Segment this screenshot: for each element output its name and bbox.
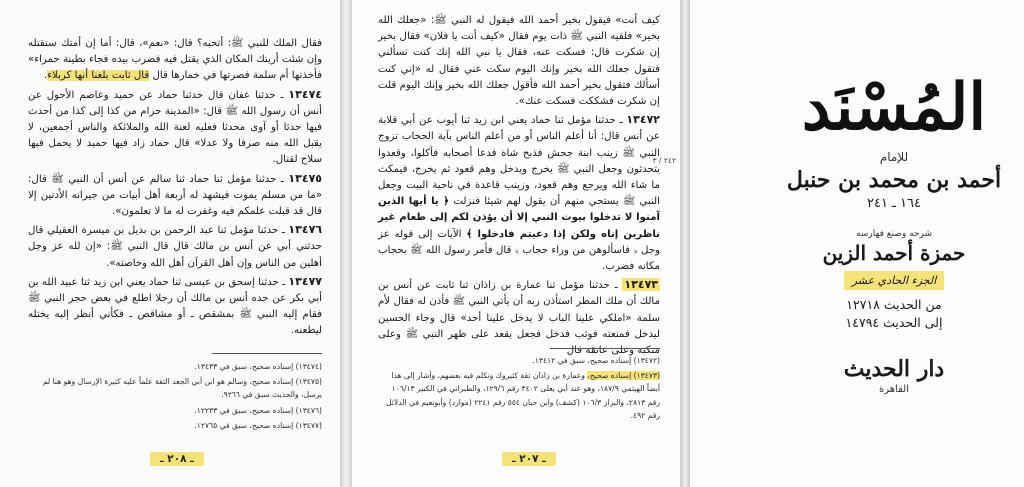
highlighted-text: (١٣٤٧٣) إسناده صحيح، (587, 371, 660, 381)
footnotes (40, 360, 322, 434)
range-from: من الحديث ١٢٧١٨ (846, 297, 942, 312)
book-title: المُسْنَد (801, 70, 987, 145)
page-208 (0, 0, 340, 487)
quran-verse: ﴿ يا أيها الذين آمنوا لا تدخلوا بيوت النبي إلا أن يؤذن لكم إلى طعام غير ناظرين إناه ولكن إذا دعيتم فادخلوا ﴾ (378, 196, 661, 240)
hadith-paragraph: ١٣٤٧٤ ـ حدثنا عفان قال حدثنا حماد عن حميد وعاصم الأحول عن أنس أن رسول الله ﷺ قال: «المدينة حرام من كذا إلى كذا من أحدث فيها حدثا أو آوى محدثا فعليه لعنة الله والملائكة والناس أجمعين، لا يقبل الله منه صرفا ولا عدلا» قال حماد زاد فيها حميد لا يحمل فيها سلاح لقتال. (28, 87, 322, 166)
author-lead: للإمام (879, 150, 909, 164)
footnote: (١٣٤٧٢) إسناده صحيح، سبق في ١٣٤١٢. (532, 356, 660, 365)
hadith-number-highlighted: ١٣٤٧٣ (624, 278, 658, 292)
editor-label: شرحه وصنع فهارسه (855, 229, 933, 239)
hadith-paragraph: ١٣٤٧٢ ـ حدثنا مؤمل ثنا حماد يعني ابن زيد ثنا أيوب عن أبي قلابة عن أنس قال: أنا أعلم الناس أو من أعلم الناس بآية الحجاب تزوج النبي ﷺ زينب ابنة جحش فذبح شاة فدعا أصحابه فأكلوا، وقعدوا يتحدثون وجعل النبي ﷺ يخرج ويدخل وهم قعود ثم يخرج، فيمكث ما شاء الله ويرجع وهم قعود، وزينب قاعدة في ناحية البيت وجعل النبي ﷺ يستحي منهم أن يقول لهم شيئا فنزلت ﴿ يا أيها الذين آمنوا لا تدخلوا بيوت النبي إلا أن يؤذن لكم إلى طعام غير ناظرين إناه ولكن إذا دعيتم فادخلوا ﴾ الآيات إلى قوله عز وجل ﴿ فاسألوهن من وراء حجاب ﴾ قال فأمر رسول الله ﷺ بحجاب مكانه فضرب. (378, 113, 661, 273)
hadith-range (784, 296, 1004, 332)
hadith-paragraph: ١٣٤٧٦ ـ حدثنا مؤمل ثنا عبد الرحمن بن بديل بن ميسرة العقيلي قال حدثني أبي عن أنس بن مالك قال قال النبي ﷺ: «إن لله عز وجل أهلين من الناس وإن أهل القرآن أهل الله وخاصته». (28, 223, 322, 269)
volume-label: الجزء الحادي عشر (844, 271, 945, 290)
hadith-number: ١٣٤٧٧ (288, 274, 322, 288)
footnote: (١٣٤٧٣) إسناده صحيح، وعمارة بن زاذان ثقة كثيروك وتكلم فيه بعضهم، وأشار إلى هذا أيضاً الهيثمي ١٨٧/٩، وهو عند أبي يعلى ٣٤٠٢ رقم ١٢٩/٦، والطبراني في الكبير ١٠٦/١٣ رقم ٢٨١٣، والبزار ١٠٦/٣ (كشف) وابن حبان ٥٥٤ رقم ٢٢٤١ (موارد) وأبونعيم في الدلائل رقم ٤٩٢. (386, 371, 660, 420)
footnote: (١٣٤٧٥) إسناده صحيح، وسالم هو ابن أبي الجعد الثقة علماً عليه كثيرة الإرسال وهو هنا لم يرسل، والحديث سبق في ٩٢٦٦. (42, 377, 322, 400)
footnote: (١٣٤٧٤) إسناده صحيح، سبق في ١٣٤٣٣. (194, 362, 322, 371)
hadith-paragraph: ١٣٤٧٧ ـ حدثنا إسحق بن عيسى ثنا حماد يعني ابن زيد ثنا عبيد الله بن أبي بكر عن جده أنس بن مالك أن رجلا اطلع في بعض حجر النبي ﷺ فقام إليه النبي ﷺ بمشقص ـ أو مشاقص ـ فكأني أنظر إليه يختله ليطعنه. (28, 274, 322, 337)
hadith-number: ١٣٤٧٦ (288, 223, 322, 237)
page-208-text (28, 36, 322, 342)
range-to: إلى الحديث ١٤٧٩٤ (845, 315, 943, 330)
footnote: (١٣٤٧٧) إسناده صحيح، سبق في ١٢٧٦٥. (194, 420, 322, 430)
hadith-paragraph: كيف أنت» فيقول بخير أحمد الله فيقول له النبي ﷺ: «جعلك الله بخير» فلقيه النبي ﷺ ذات يوم فقال «كيف أنت يا فلان» فقال بخير إن شكرت قال: فسكت عنه، فقال يا نبي الله إنك كنت تسألني فتقول جعلك الله بخير وإنك اليوم سكت عني فقال له «إني كنت أسألك فتقول بخير أحمد الله فأقول جعلك الله بخير وإنك اليوم قلت إن شكرت فشككت فسكت عنك». (378, 15, 660, 108)
author-name: أحمد بن محمد بن حنبل (786, 167, 1002, 193)
margin-reference: ٢٤٢ / ٣ (652, 156, 676, 165)
page-207-text (378, 13, 660, 361)
page-number: ـ ٢٠٧ ـ (502, 452, 556, 466)
book-gutter (680, 0, 690, 487)
editor-name: حمزة أحمد الزين (822, 241, 966, 265)
footnote-rule (212, 353, 322, 354)
publisher-city: القاهرة (879, 384, 909, 395)
title-block (784, 70, 1004, 395)
page-207 (352, 0, 680, 487)
author-years: ١٦٤ ـ ٢٤١ (867, 196, 921, 211)
footnote: (١٣٤٧٦) إسناده صحيح، سبق في ١٢٢٣٣. (194, 405, 322, 415)
hadith-number: ١٣٤٧٢ (626, 113, 660, 127)
page-number: ـ ٢٠٨ ـ (150, 452, 204, 466)
book-gutter (340, 0, 352, 487)
hadith-paragraph: ١٣٤٧٣ ـ حدثنا مؤمل ثنا عمارة بن زاذان ثنا ثابت عن أنس بن مالك أن ملك المطر استأذن ربه أن يأتي النبي ﷺ فأذن له فقال لأم سلمة «املكي علينا الباب لا يدخل علينا أحد» قال وجاء الحسين ليدخل فمنعته فوثب فدخل فجعل يقعد على ظهر النبي ﷺ وعلى منكبه وعلى عاتقه قال (378, 278, 660, 357)
hadith-paragraph: فقال الملك للنبي ﷺ: أتحبه؟ قال: «نعم»، قال: أما إن أمتك ستقتله وإن شئت أريتك المكان الذي يقتل فيه فضرب بيده فجاء بطينة حمراء» فأخذتها أم سلمة فصرتها في خمارها قال قال ثابت بلغنا أنها كربلاء. (28, 38, 322, 82)
hadith-number: ١٣٤٧٤ (288, 87, 322, 101)
hadith-number: ١٣٤٧٥ (288, 171, 322, 185)
title-page (690, 0, 1024, 487)
hadith-paragraph: ١٣٤٧٥ ـ حدثنا مؤمل ثنا حماد ثنا سالم عن أنس أن النبي ﷺ قال: «ما من مسلم يموت فيشهد له أربعة أهل أبيات من جيرانه الأدنين إلا قال قد قبلت علمكم فيه وغفرت له ما لا تعلمون». (28, 171, 322, 218)
footnote-rule (550, 348, 660, 349)
footnotes (382, 354, 660, 424)
highlighted-text: قال ثابت بلغنا أنها كربلاء (47, 70, 150, 82)
publisher-name: دار الحديث (843, 356, 945, 382)
